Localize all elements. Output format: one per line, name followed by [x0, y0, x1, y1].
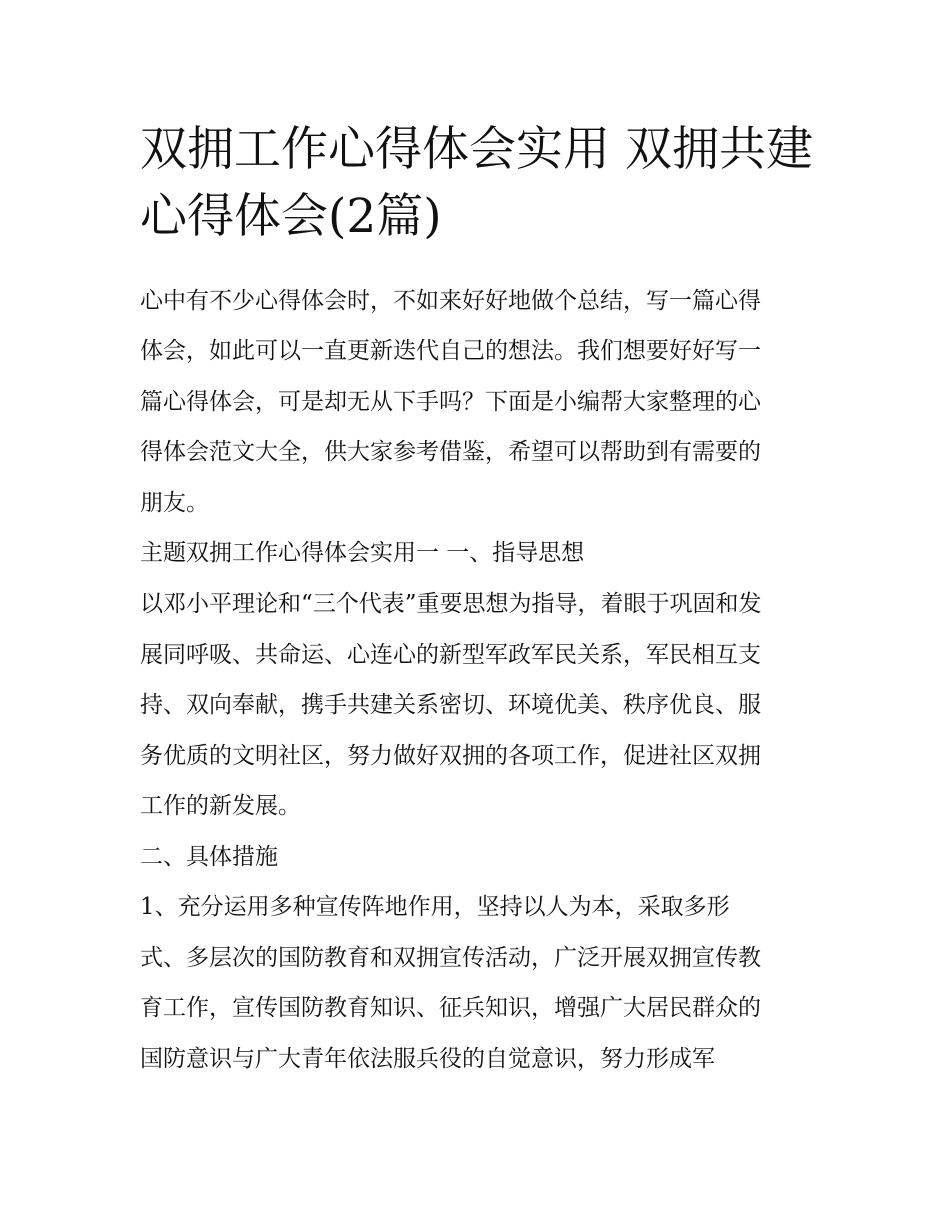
body-line: 持、双向奉献，携手共建关系密切、环境优美、秩序优良、服: [140, 692, 761, 718]
body-line: 式、多层次的国防教育和双拥宣传活动，广泛开展双拥宣传教: [140, 945, 761, 971]
body-line: 国防意识与广大青年依法服兵役的自觉意识，努力形成军: [140, 1046, 715, 1072]
section-heading: 主题双拥工作心得体会实用一 一、指导思想: [140, 540, 585, 566]
body-line: 得体会范文大全，供大家参考借鉴，希望可以帮助到有需要的: [140, 439, 761, 465]
body-line: 以邓小平理论和“三个代表”重要思想为指导，着眼于巩固和发: [140, 591, 762, 617]
body-line: 工作的新发展。: [140, 793, 301, 819]
body-line: 篇心得体会，可是却无从下手吗？下面是小编帮大家整理的心: [140, 389, 761, 415]
document-title: 双拥工作心得体会实用 双拥共建心得体会(2篇): [140, 122, 813, 244]
body-line: 1、充分运用多种宣传阵地作用，坚持以人为本，采取多形: [140, 894, 730, 920]
body-line: 朋友。: [140, 490, 209, 516]
body-line: 育工作，宣传国防教育知识、征兵知识，增强广大居民群众的: [140, 995, 761, 1021]
section-heading: 二、具体措施: [140, 844, 278, 870]
body-line: 心中有不少心得体会时，不如来好好地做个总结，写一篇心得: [140, 288, 761, 314]
body-line: 体会，如此可以一直更新迭代自己的想法。我们想要好好写一: [140, 338, 761, 364]
body-line: 务优质的文明社区，努力做好双拥的各项工作，促进社区双拥: [140, 743, 761, 769]
body-line: 展同呼吸、共命运、心连心的新型军政军民关系，军民相互支: [140, 642, 761, 668]
